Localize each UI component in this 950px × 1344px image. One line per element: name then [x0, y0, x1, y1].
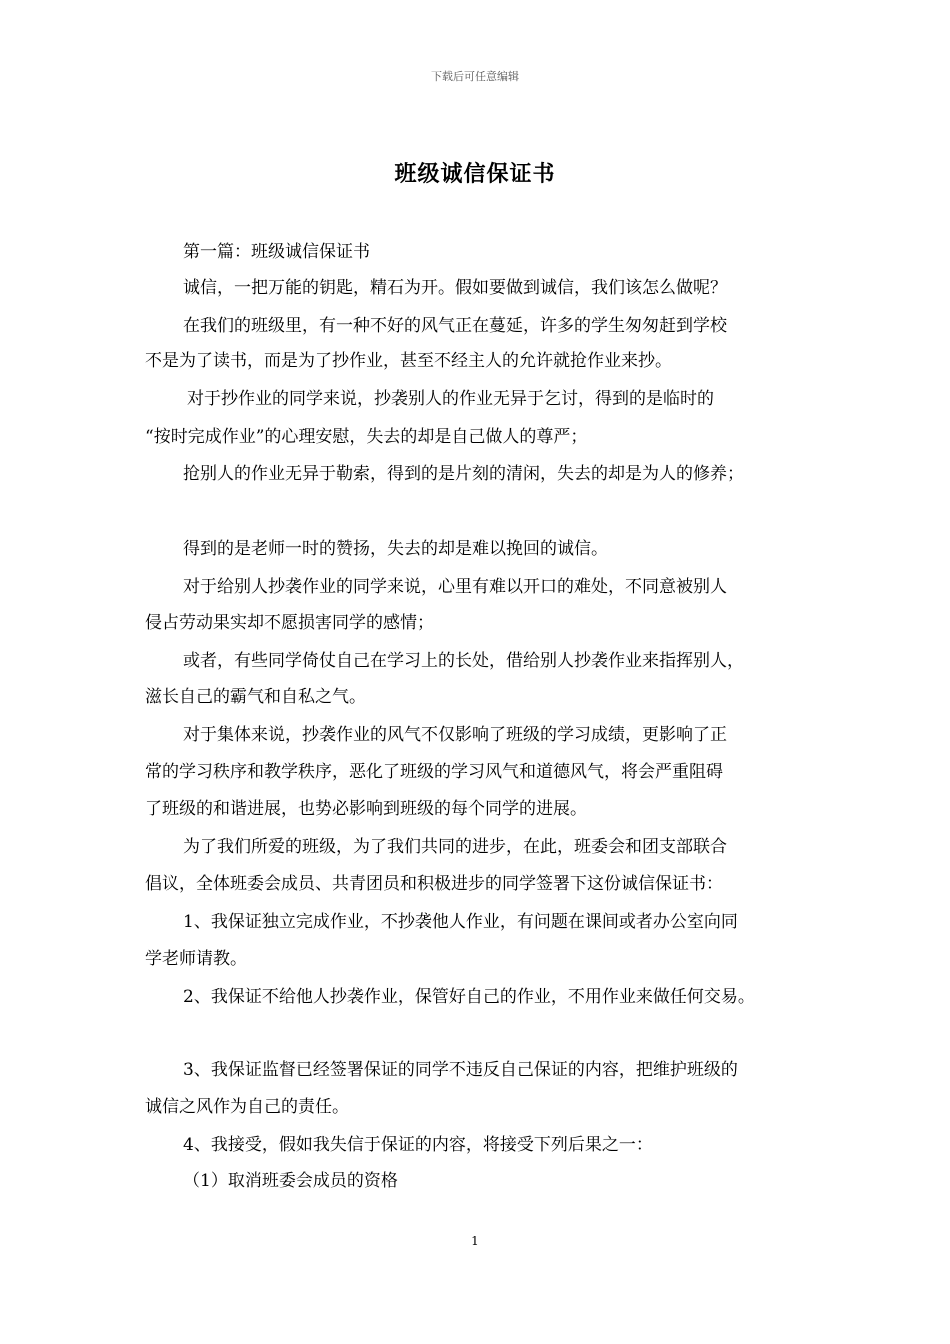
- paragraph-line: 常的学习秩序和教学秩序，恶化了班级的学习风气和道德风气，将会严重阻碍: [145, 762, 723, 782]
- paragraph-line: 倡议，全体班委会成员、共青团员和积极进步的同学签署下这份诚信保证书：: [145, 874, 723, 894]
- paragraph-line: 第一篇：班级诚信保证书: [183, 242, 370, 262]
- document-title: 班级诚信保证书: [394, 161, 556, 187]
- paragraph-line: 侵占劳动果实却不愿损害同学的感情；: [145, 613, 434, 633]
- list-item: 4、我接受，假如我失信于保证的内容，将接受下列后果之一：: [183, 1135, 653, 1155]
- list-item: 3、我保证监督已经签署保证的同学不违反自己保证的内容，把维护班级的: [183, 1060, 738, 1080]
- paragraph-line: 抢别人的作业无异于勒索，得到的是片刻的清闲，失去的却是为人的修养；: [183, 464, 744, 484]
- paragraph-line: 诚信，一把万能的钥匙，精石为开。假如要做到诚信，我们该怎么做呢？: [183, 278, 727, 298]
- paragraph-line: 对于集体来说，抄袭作业的风气不仅影响了班级的学习成绩，更影响了正: [183, 725, 727, 745]
- list-item: 2、我保证不给他人抄袭作业，保管好自己的作业，不用作业来做任何交易。: [183, 987, 755, 1007]
- sub-list-item: （1）取消班委会成员的资格: [183, 1171, 398, 1191]
- list-item-continuation: 诚信之风作为自己的责任。: [145, 1097, 349, 1117]
- paragraph-line: “按时完成作业”的心理安慰，失去的却是自己做人的尊严；: [145, 427, 588, 447]
- list-item-continuation: 学老师请教。: [145, 949, 247, 969]
- paragraph-line: 或者，有些同学倚仗自己在学习上的长处，借给别人抄袭作业来指挥别人，: [183, 651, 744, 671]
- list-item: 1、我保证独立完成作业，不抄袭他人作业，有问题在课间或者办公室向同: [183, 912, 738, 932]
- page-number: 1: [471, 1234, 479, 1248]
- paragraph-line: 对于给别人抄袭作业的同学来说，心里有难以开口的难处，不同意被别人: [183, 577, 727, 597]
- paragraph-line: 为了我们所爱的班级，为了我们共同的进步，在此，班委会和团支部联合: [183, 837, 727, 857]
- paragraph-line: 在我们的班级里，有一种不好的风气正在蔓延，许多的学生匆匆赶到学校: [183, 316, 727, 336]
- paragraph-line: 了班级的和谐进展，也势必影响到班级的每个同学的进展。: [145, 799, 587, 819]
- paragraph-line: 对于抄作业的同学来说，抄袭别人的作业无异于乞讨，得到的是临时的: [187, 389, 714, 409]
- page-header: 下载后可任意编辑: [431, 70, 519, 83]
- paragraph-line: 得到的是老师一时的赞扬，失去的却是难以挽回的诚信。: [183, 539, 608, 559]
- paragraph-line: 滋长自己的霸气和自私之气。: [145, 687, 366, 707]
- paragraph-line: 不是为了读书，而是为了抄作业，甚至不经主人的允许就抢作业来抄。: [145, 351, 672, 371]
